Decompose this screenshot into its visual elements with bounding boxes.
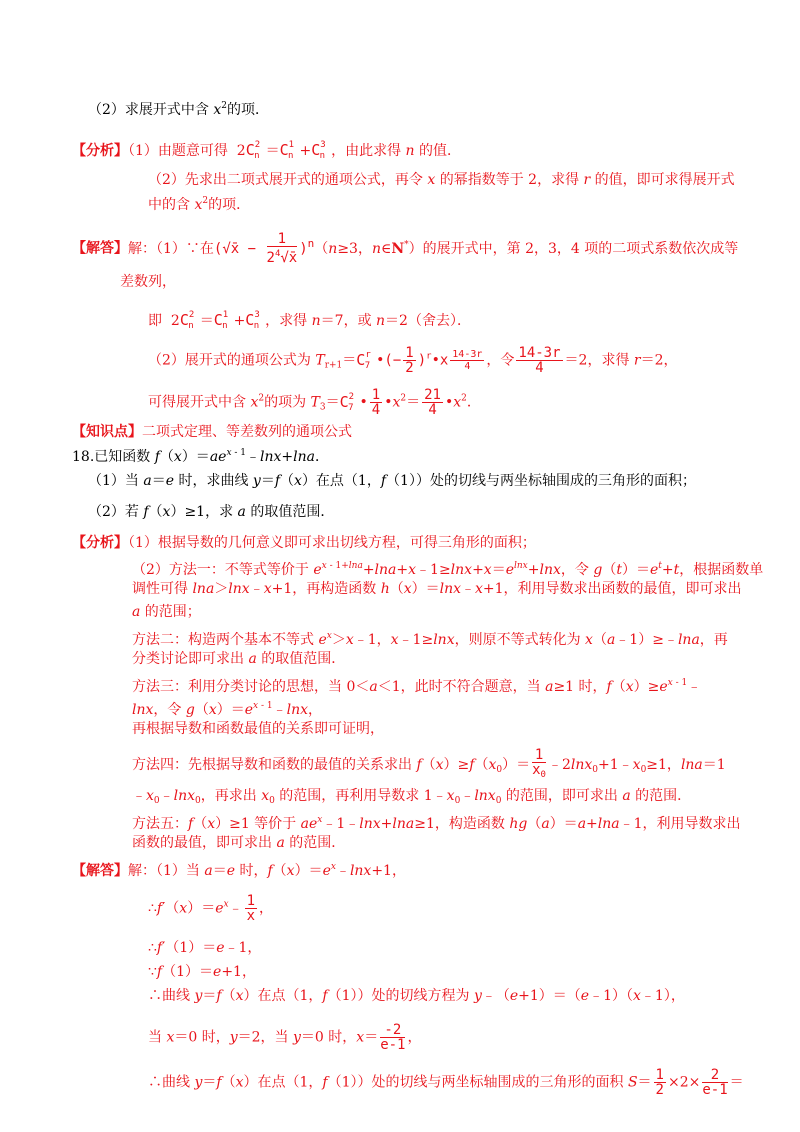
q18-stem: 18.已知函数 $f(x)=ae^{x - 1}﹣\ln x+\ln a$． [72, 448, 329, 465]
q18-solution-line7: ∴曲线 y＝f（x）在点（1，f（1））处的切线与两坐标轴围成的三角形的面积 S＝ $\frac{1}{2}$ ×2× $\frac{2}{e-1}$ ＝ [148, 1067, 744, 1098]
q18-method1-line3: a 的范围； [132, 604, 201, 620]
q17-solution-line3: 即 $2C^2_n =C^1_n +C^3_n$ ，求得 n＝7，或 n＝2（舍去）． [148, 310, 471, 331]
q17-knowledge [72, 422, 352, 442]
knowledge-tag: 【知识点】 [72, 424, 142, 440]
q17-solution-line5: 可得展开式中含 $x^2$的项为 $T_3=C^2_7$ • $\frac{1}{4}$ $•x^2=$ $\frac{21}{4}$ $•x^2$． [148, 387, 481, 418]
q18-solution-line3: ∴f′（1）＝e﹣1， [148, 940, 262, 956]
q18-method1-line2: 调性可得 lna＞lnx﹣x+1，再构造函数 h（x）＝lnx﹣x+1，利用导数求出函数的最值，即可求出 [132, 581, 742, 597]
q18-solution-line4: ∵f（1）＝e+1， [148, 964, 256, 980]
q18-method1-line1: （2）方法一：不等式等价于 $e^{x - 1+lna}+\ln a+x﹣1\ge\ln x+x=e^{lnx}+\ln x$，令 $g(t)=e^t+t$，根据函数单 [132, 561, 764, 578]
analysis-tag: 【分析】 [72, 143, 128, 159]
q17-solution-line4: （2）展开式的通项公式为 $T_{r+1}=C^r_7$ •(− $\frac{1}{2}$ )$^r$•x $\frac{14-3r}{4}$ ，令 $\frac{14-3r}{4}$ ＝2，求得 r＝2， [148, 345, 678, 376]
q18-method3-line1: 方法三：利用分类讨论的思想，当 0＜a＜1，此时不符合题意，当 a≥1 时，$f(x)\ge e^{x - 1}﹣$ [132, 678, 702, 695]
q18-method2-line1: 方法二：构造两个基本不等式 $e^x>x﹣1$，x﹣1≥lnx，则原不等式转化为 x（a﹣1）≥﹣lna，再 [132, 631, 728, 648]
q18-method3-line3: 再根据导数和函数最值的关系即可证明， [132, 721, 384, 737]
q17-part2: （2）求展开式中含 $x^2$的项． [88, 101, 269, 118]
q18-solution-line2: $\therefore f'(x)=e^x﹣$ $\frac{1}{x}$ ， [148, 893, 274, 924]
knowledge-text: 二项式定理、等差数列的通项公式 [142, 424, 352, 440]
q18-method2-line2: 分类讨论即可求出 a 的取值范围． [132, 651, 346, 667]
solution-tag-2: 【解答】 [72, 863, 128, 879]
q18-part1: （1）当 a＝e 时，求曲线 y＝f（x）在点（1，f（1））处的切线与两坐标轴围成的三角形的面积； [88, 473, 696, 489]
q17-analysis-line3: 中的含 $x^2$的项． [148, 196, 251, 213]
analysis-tag-2: 【分析】 [72, 535, 128, 551]
q18-method5-line2: 函数的最值，即可求出 a 的范围． [132, 835, 346, 851]
q18-method4-line2: $﹣x_0﹣\ln x_0$，再求出 $x_0$ 的范围，再利用导数求 $1﹣x_0﹣\ln x_0$ 的范围，即可求出 a 的范围． [132, 788, 692, 806]
q18-method3-line2: lnx，令 $g(x)=e^{x - 1}﹣\ln x$， [132, 701, 322, 718]
q18-analysis-line1: 【分析】（1）根据导数的几何意义即可求出切线方程，可得三角形的面积； [72, 535, 536, 551]
solution-tag: 【解答】 [72, 240, 128, 257]
q18-solution-line5: ∴曲线 y＝f（x）在点（1，f（1））处的切线方程为 y﹣（e+1）＝（e﹣1）（x﹣1）， [148, 988, 685, 1004]
q18-method5-line1: 方法五：f（x）≥1 等价于 $ae^x﹣1﹣\ln x+\ln a\ge 1$，构造函数 hg（a）＝a+lna﹣1，利用导数求出 [132, 815, 741, 832]
q18-method4-line1: 方法四：先根据导数和函数的最值的关系求出 $f(x)\ge f(x_0)=$ $\frac{1}{x_0}$ $﹣2\ln x_0+1﹣x_0\ge 1$，lna＝1 [132, 747, 726, 780]
q17-analysis-line1: 【分析】（1）由题意可得 $2C^2_n =C^1_n +C^3_n$ ，由此求得 n 的值． [72, 140, 462, 161]
q17-analysis-line2: （2）先求出二项式展开式的通项公式，再令 x 的幂指数等于 2，求得 r 的值，即可求得展开式 [148, 172, 735, 188]
q18-solution-line1: 【解答】解：（1）当 a＝e 时，$f(x)=e^x﹣\ln x+1$， [72, 862, 406, 879]
q17-solution-line2: 差数列， [120, 274, 176, 290]
q17-solution-line1: 【解答】解：（1）∵在(√x̄ − $\frac{1}{2^4√x̄}$ )$^n$（n≥3，n∈N*）的展开式中，第 2，3，4 项的二项式系数依次成等 [72, 231, 739, 266]
q18-solution-line6: 当 x＝0 时，y＝2，当 y＝0 时，x＝ $\frac{-2}{e-1}$ ， [148, 1022, 422, 1053]
q18-part2: （2）若 f（x）≥1，求 a 的取值范围． [88, 504, 335, 520]
